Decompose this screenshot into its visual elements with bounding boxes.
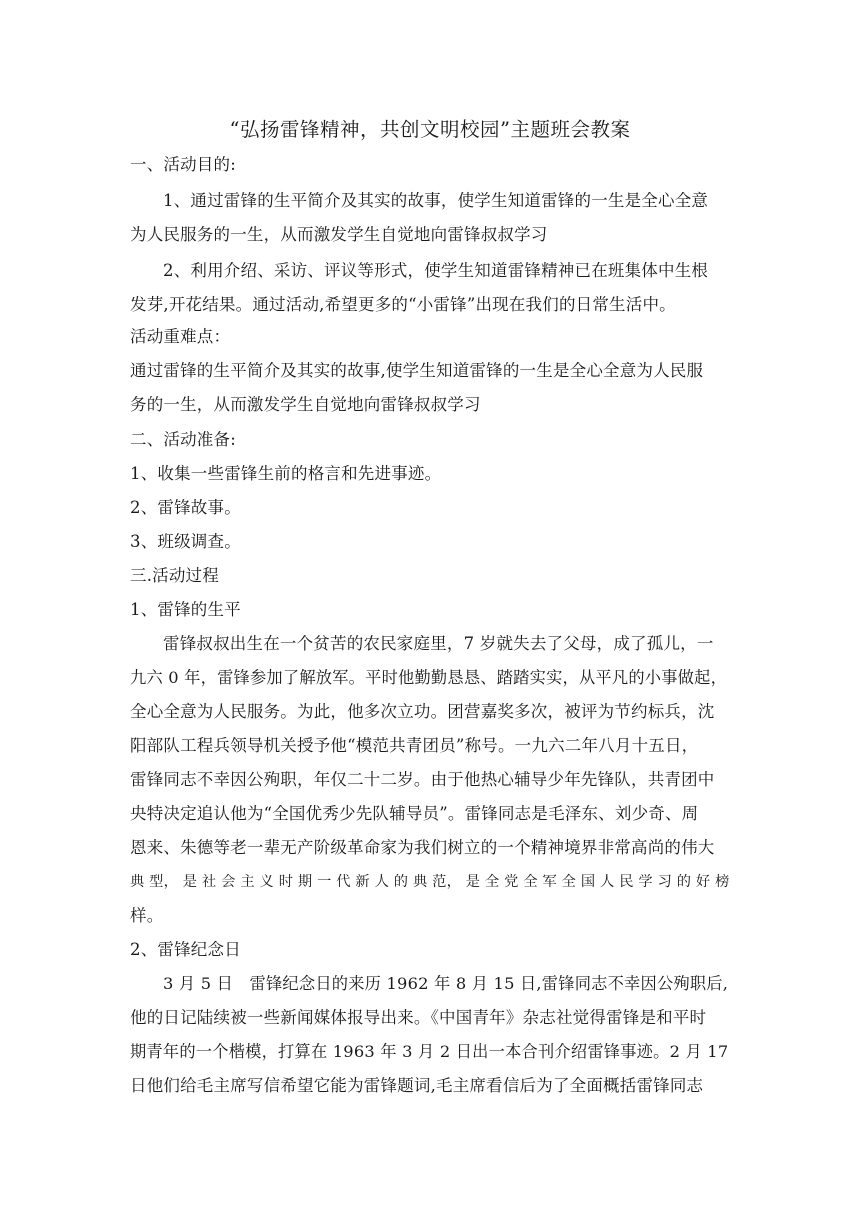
paragraph-line: 通过雷锋的生平简介及其实的故事,使学生知道雷锋的一生是全心全意为人民服 <box>130 361 704 380</box>
paragraph-line: 样。 <box>130 906 164 925</box>
paragraph-line: 恩来、朱德等老一辈无产阶级革命家为我们树立的一个精神境界非常高尚的伟大 <box>130 838 715 857</box>
paragraph-line: 雷锋叔叔出生在一个贫苦的农民家庭里，7 岁就失去了父母，成了孤儿，一 <box>163 634 714 653</box>
document-title: “弘扬雷锋精神，共创文明校园”主题班会教案 <box>229 118 631 141</box>
paragraph-line: 典 型， 是 社 会 主 义 时 期 一 代 新 人 的 典 范， 是 全 党 全 军 全 国 人 民 学 习 的 好 榜 <box>130 874 730 890</box>
paragraph-line: 全心全意为人民服务。为此，他多次立功。团营嘉奖多次，被评为节约标兵，沈 <box>130 702 715 721</box>
paragraph-line: 日他们给毛主席写信希望它能为雷锋题词,毛主席看信后为了全面概括雷锋同志 <box>130 1076 704 1095</box>
section-heading-process: 三.活动过程 <box>130 566 219 585</box>
subsection-heading-biography: 1、雷锋的生平 <box>130 600 241 619</box>
paragraph-line: 3 月 5 日 雷锋纪念日的来历 1962 年 8 月 15 日,雷锋同志不幸因公殉职后, <box>163 974 729 993</box>
paragraph-line: 务的一生，从而激发学生自觉地向雷锋叔叔学习 <box>130 395 481 414</box>
section-heading-preparation: 二、活动准备: <box>130 430 236 449</box>
paragraph-line: 期青年的一个楷模，打算在 1963 年 3 月 2 日出一本合刊介绍雷锋事迹。2 月 17 <box>130 1042 729 1061</box>
paragraph-line: 为人民服务的一生，从而激发学生自觉地向雷锋叔叔学习 <box>130 225 548 244</box>
section-heading-goals: 一、活动目的: <box>130 155 236 174</box>
paragraph-line: 他的日记陆续被一些新闻媒体报导出来。《中国青年》杂志社觉得雷锋是和平时 <box>130 1008 707 1027</box>
paragraph-line: 雷锋同志不幸因公殉职，年仅二十二岁。由于他热心辅导少年先锋队，共青团中 <box>130 770 715 789</box>
paragraph-line: 2、利用介绍、采访、评议等形式，使学生知道雷锋精神已在班集体中生根 <box>163 261 709 280</box>
subsection-heading-memorial-day: 2、雷锋纪念日 <box>130 940 241 959</box>
section-heading-key-points: 活动重难点： <box>130 327 231 346</box>
paragraph-line: 九六 0 年，雷锋参加了解放军。平时他勤勤恳恳、踏踏实实，从平凡的小事做起， <box>130 668 728 687</box>
paragraph-line: 阳部队工程兵领导机关授予他“模范共青团员”称号。一九六二年八月十五日， <box>130 736 699 755</box>
list-item: 3、班级调查。 <box>130 532 241 551</box>
paragraph-line: 央特决定追认他为“全国优秀少先队辅导员”。雷锋同志是毛泽东、刘少奇、周 <box>130 804 699 823</box>
paragraph-line: 1、通过雷锋的生平简介及其实的故事，使学生知道雷锋的一生是全心全意 <box>163 191 709 210</box>
paragraph-line: 发芽,开花结果。通过活动,希望更多的“小雷锋”出现在我们的日常生活中。 <box>130 295 676 314</box>
list-item: 2、雷锋故事。 <box>130 498 241 517</box>
list-item: 1、收集一些雷锋生前的格言和先进事迹。 <box>130 464 442 483</box>
